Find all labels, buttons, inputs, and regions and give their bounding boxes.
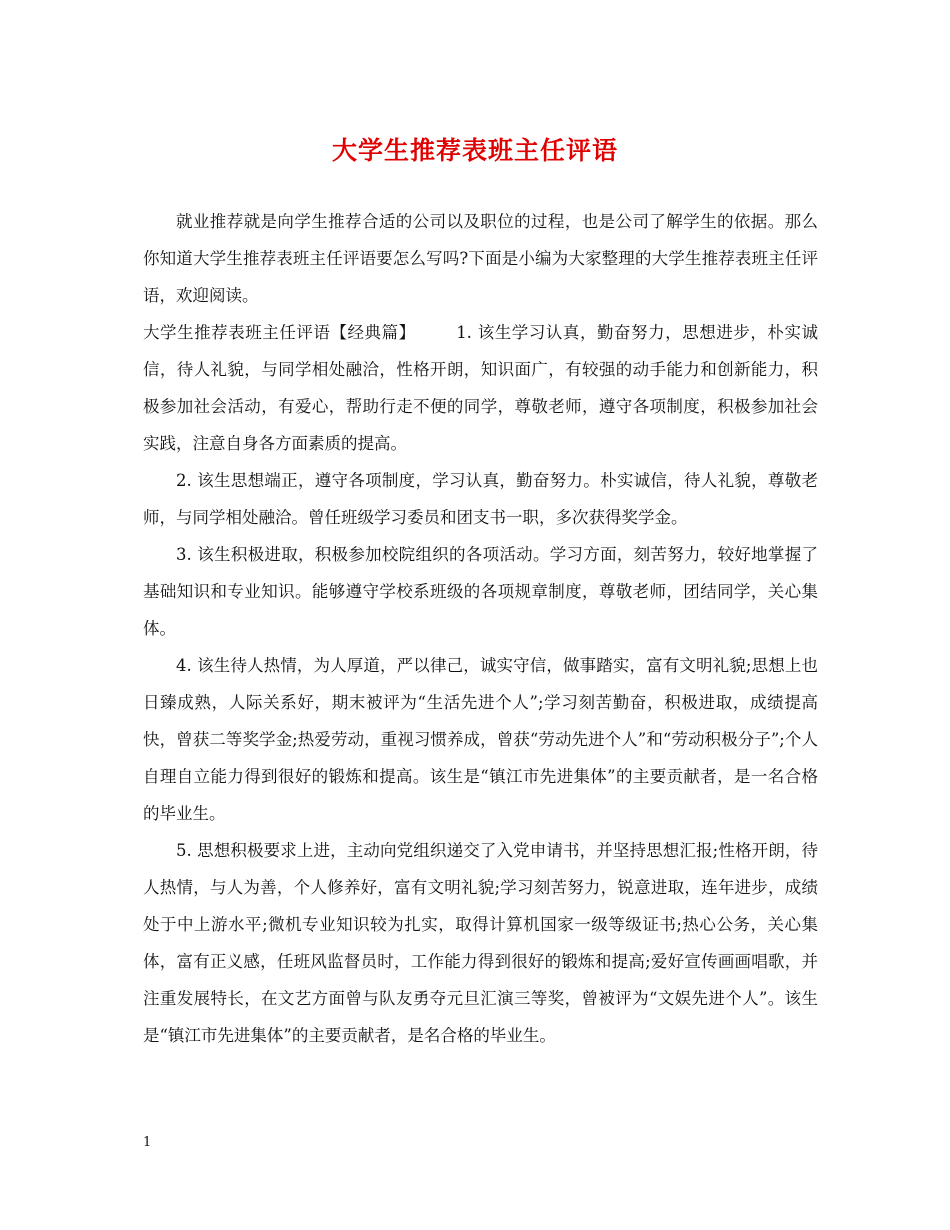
comment-item-2: 2. 该生思想端正，遵守各项制度，学习认真，勤奋努力。朴实诚信，待人礼貌，尊敬老师，与同学相处融洽。曾任班级学习委员和团支书一职，多次获得奖学金。 [143, 471, 818, 527]
comment-item-4: 4. 该生待人热情，为人厚道，严以律己，诚实守信，做事踏实，富有文明礼貌;思想上也日臻成熟，人际关系好，期末被评为“生活先进个人”;学习刻苦勤奋，积极进取，成绩提高快，曾获二等奖学金;热爱劳动，重视习惯养成，曾获“劳动先进个人”和“劳动积极分子”;个人自理自立能力得到很好的锻炼和提高。该生是“镇江市先进集体”的主要贡献者，是一名合格的毕业生。 [143, 656, 818, 823]
comment-item-1: 1. 该生学习认真，勤奋努力，思想进步，朴实诚信，待人礼貌，与同学相处融洽，性格开朗，知识面广，有较强的动手能力和创新能力，积极参加社会活动，有爱心，帮助行走不便的同学，尊敬老师，遵守各项制度，积极参加社会实践，注意自身各方面素质的提高。 [143, 323, 819, 453]
intro-paragraph: 就业推荐就是向学生推荐合适的公司以及职位的过程，也是公司了解学生的依据。那么你知道大学生推荐表班主任评语要怎么写吗?下面是小编为大家整理的大学生推荐表班主任评语，欢迎阅读。 [143, 212, 818, 305]
comment-item-3: 3. 该生积极进取，积极参加校院组织的各项活动。学习方面，刻苦努力，较好地掌握了基础知识和专业知识。能够遵守学校系班级的各项规章制度，尊敬老师，团结同学，关心集体。 [143, 545, 818, 638]
document-body [143, 203, 818, 1054]
section-heading: 大学生推荐表班主任评语【经典篇】 [143, 323, 416, 342]
page-title: 大学生推荐表班主任评语 [331, 136, 618, 165]
page-number: 1 [143, 1135, 152, 1150]
section-paragraph [143, 314, 818, 462]
comment-item-5: 5. 思想积极要求上进，主动向党组织递交了入党申请书，并坚持思想汇报;性格开朗，待人热情，与人为善，个人修养好，富有文明礼貌;学习刻苦努力，锐意进取，连年进步，成绩处于中上游水平;微机专业知识较为扎实，取得计算机国家一级等级证书;热心公务，关心集体，富有正义感，任班风监督员时，工作能力得到很好的锻炼和提高;爱好宣传画画唱歌，并注重发展特长，在文艺方面曾与队友勇夺元旦汇演三等奖，曾被评为“文娱先进个人”。该生是“镇江市先进集体”的主要贡献者，是名合格的毕业生。 [143, 841, 818, 1045]
